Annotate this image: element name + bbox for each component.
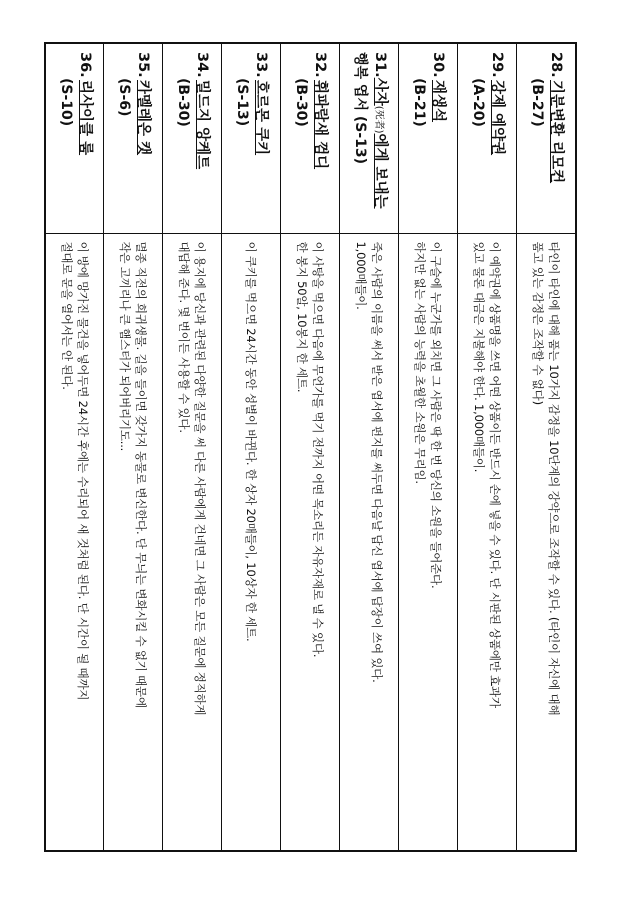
item-name-cell xyxy=(399,43,458,233)
item-name-cell xyxy=(45,43,104,233)
description-line: 이 쿠키를 먹으면 24시간 동안 성별이 바뀐다. 한 상자 20매들이, 10상자 한 세트. xyxy=(244,241,259,642)
description-line: 이 구슬에 누군가를 외치면 그 사람은 딱 한 번 당신의 소원을 들어준다. xyxy=(429,241,444,589)
description-line: 이 용지에 당신과 관련된 다양한 질문을 써 다른 사람에게 건네면 그 사람은 모든 질문에 정직하게 xyxy=(193,241,208,716)
item-code: (S-13) xyxy=(234,78,251,127)
item-name: 재생석 xyxy=(430,80,447,123)
item-description-cell xyxy=(163,233,222,851)
item-description-cell xyxy=(45,233,104,851)
item-number: 32. xyxy=(312,52,329,78)
item-name: 강제 예약권 xyxy=(489,80,506,156)
item-name-cell xyxy=(340,43,399,233)
item-number: 36. xyxy=(76,52,93,78)
item-name: 호르몬 쿠키 xyxy=(253,80,270,156)
item-number: 30. xyxy=(430,52,447,78)
item-name: 카멜레온 캣 xyxy=(135,80,152,156)
item-description-cell xyxy=(458,233,517,851)
item-name-hanja: (死者) xyxy=(373,105,384,134)
item-number: 29. xyxy=(489,52,506,78)
gadget-table xyxy=(44,42,577,852)
table-row xyxy=(517,43,576,851)
description-line: 있고 물론 대금은 지불해야 한다. 1,000매들이. xyxy=(472,241,487,473)
description-line: 한 봉지 50알, 10봉지 한 세트. xyxy=(295,241,310,393)
item-name-cell xyxy=(163,43,222,233)
item-description-cell xyxy=(104,233,163,851)
item-name: 밀드지 앙케트 xyxy=(194,80,211,170)
item-name: 사자 xyxy=(372,77,388,106)
description-line: 1,000매들이. xyxy=(354,241,369,310)
table-row xyxy=(399,43,458,851)
item-name: 기분변환 리모컨 xyxy=(548,80,565,184)
item-name-cell xyxy=(281,43,340,233)
item-code: (B-21) xyxy=(411,78,428,127)
item-number: 34. xyxy=(194,52,211,78)
table-row xyxy=(281,43,340,851)
item-code: (S-6) xyxy=(116,78,133,117)
item-name: 휘파람새 껌디 xyxy=(312,80,329,170)
item-description-cell xyxy=(340,233,399,851)
table-row xyxy=(163,43,222,851)
item-code: (B-27) xyxy=(529,78,546,127)
description-line: 죽은 사람의 이름을 써서 받은 엽서에 펀지를 써두면 다음날 답신 엽서에 답장이 쓰여 있다. xyxy=(370,241,385,683)
description-line: 절대로 문을 열어서는 안 된다. xyxy=(59,241,74,390)
item-description-cell xyxy=(281,233,340,851)
item-code: (B-30) xyxy=(293,78,310,127)
description-line: 멸종 직전의 희귀생물. 길을 들이면 갖가지 동물로 변신한다. 단 무늬는 변화시킬 수 없기 때문에 xyxy=(134,241,149,708)
description-line: 품고 있는 감정은 조작할 수 없다) xyxy=(531,241,546,405)
description-line: 타인이 타인에 대해 품는 10가지 감정을 10단계의 강약으로 조작할 수 있다. (타인이 자신에 대해 xyxy=(547,241,562,716)
table-row xyxy=(45,43,104,851)
description-line: 이 예약권에 상품명을 쓰면 어떤 상품이든 반드시 손에 넣을 수 있다. 단 시판된 상품에만 효과가 xyxy=(488,241,503,708)
table-row xyxy=(458,43,517,851)
description-line: 하지만 없는 사람의 능력을 초월한 소원은 무리임. xyxy=(413,241,428,484)
item-name-tail: 에게 보내는 xyxy=(372,133,388,209)
item-name-cell xyxy=(517,43,576,233)
item-name-line2: 행복 엽서 (S-13) xyxy=(352,52,368,165)
item-name-cell xyxy=(458,43,517,233)
table-row xyxy=(222,43,281,851)
description-line: 이 방에 망가진 물건을 넣어두면 24시간 후에는 수리되어 새 것처럼 된다. 단 시간이 될 때까지 xyxy=(75,241,90,701)
item-number: 33. xyxy=(253,52,270,78)
description-line: 작은 고끼리나 큰 햄스터가 되어버리기도... xyxy=(118,241,133,452)
item-number: 35. xyxy=(135,52,152,78)
item-code: (B-30) xyxy=(175,78,192,127)
description-line: 대답해 준다. 몇 번이든 사용할 수 있다. xyxy=(177,241,192,433)
table-row xyxy=(104,43,163,851)
item-number: 31. xyxy=(372,52,388,78)
item-description-cell xyxy=(517,233,576,851)
item-name: 리사이클 룸 xyxy=(76,80,93,156)
item-name-cell xyxy=(222,43,281,233)
item-description-cell xyxy=(399,233,458,851)
table-row xyxy=(340,43,399,851)
item-name-cell xyxy=(104,43,163,233)
item-code: (A-20) xyxy=(470,78,487,127)
item-code: (S-10) xyxy=(57,78,74,127)
item-number: 28. xyxy=(548,52,565,78)
description-line: 이 사탕을 먹으면 다음에 무언가를 먹기 전까지 어떤 목소리든 자유자재로 낼 수 있다. xyxy=(311,241,326,658)
item-description-cell xyxy=(222,233,281,851)
